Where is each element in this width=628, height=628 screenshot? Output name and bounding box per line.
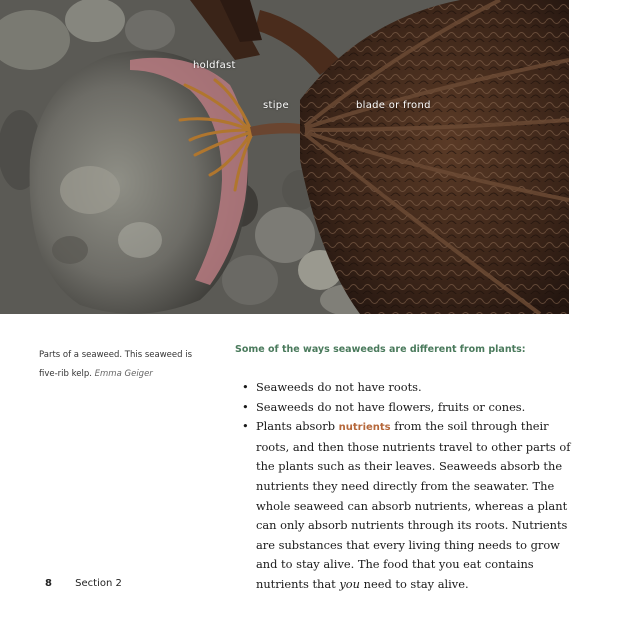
list-item: • Seaweeds do not have flowers, fruits or cones. <box>242 398 572 418</box>
section-heading: Some of the ways seaweeds are different from plants: <box>235 344 526 355</box>
bullet-text: Plants absorb <box>256 419 339 434</box>
photo-caption <box>39 346 204 384</box>
glossary-term-nutrients: nutrients <box>338 422 391 434</box>
section-label: Section 2 <box>75 578 122 589</box>
caption-credit: Emma Geiger <box>94 369 153 379</box>
seaweed-photo <box>0 0 569 314</box>
differences-list <box>242 378 572 595</box>
bullet-text: from the soil through their roots, and then those nutrients travel to other parts of the plants such as their leaves. Seaweeds absorb the nutrients they need directly from the seawater. The whole seaweed can absorb nutrients, whereas a plant can only absorb nutrients through its roots. Nutrients are substances that every living thing needs to grow and to stay alive. The food that you eat contains nutrients that <box>256 419 571 591</box>
bullet-text: need to stay alive. <box>360 576 469 591</box>
emphasis-text: you <box>339 576 361 591</box>
seaweed-photo-art <box>0 0 569 314</box>
caption-text: Parts of a seaweed. This seaweed is five-rib kelp. <box>39 350 193 379</box>
stipe-label: stipe <box>263 100 289 111</box>
holdfast-label: holdfast <box>193 60 236 71</box>
list-item <box>242 417 572 594</box>
list-item: • Seaweeds do not have roots. <box>242 378 572 398</box>
page-footer <box>45 578 122 589</box>
blade-label: blade or frond <box>356 100 431 111</box>
page-number: 8 <box>45 578 52 589</box>
